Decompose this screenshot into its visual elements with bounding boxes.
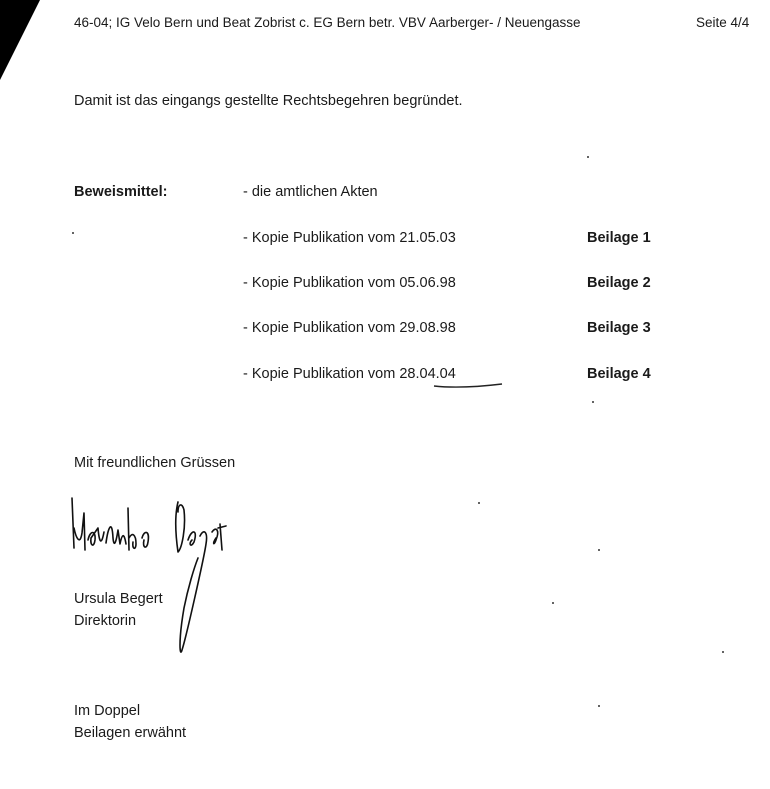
- page-number: Seite 4/4: [696, 15, 750, 30]
- evidence-label: Beweismittel:: [74, 184, 168, 200]
- attachment-label-3: Beilage 3: [587, 320, 651, 336]
- scan-speck: [552, 602, 554, 604]
- signatory-name: Ursula Begert: [74, 591, 163, 607]
- scan-speck: [587, 156, 589, 158]
- document-reference: 46-04; IG Velo Bern und Beat Zobrist c. EG Bern betr. VBV Aarberger- / Neuengasse: [74, 15, 581, 30]
- scan-speck: [598, 705, 600, 707]
- scan-speck: [722, 651, 724, 653]
- evidence-item-publication-3: - Kopie Publikation vom 29.08.98: [243, 320, 456, 336]
- evidence-item-publication-4: - Kopie Publikation vom 28.04.04: [243, 366, 456, 382]
- signature-image: [66, 488, 236, 660]
- attachment-label-4: Beilage 4: [587, 366, 651, 382]
- scan-speck: [592, 401, 594, 403]
- conclusion-text: Damit ist das eingangs gestellte Rechtsbegehren begründet.: [74, 93, 463, 109]
- handwritten-underline: [432, 382, 504, 390]
- scan-speck: [598, 549, 600, 551]
- footer-line-duplicate: Im Doppel: [74, 703, 141, 719]
- attachment-label-1: Beilage 1: [587, 230, 651, 246]
- evidence-item-files: - die amtlichen Akten: [243, 184, 378, 200]
- scan-speck: [478, 502, 480, 504]
- evidence-item-publication-2: - Kopie Publikation vom 05.06.98: [243, 275, 456, 291]
- signatory-title: Direktorin: [74, 613, 137, 629]
- scan-speck: [72, 232, 74, 234]
- closing-greeting: Mit freundlichen Grüssen: [74, 455, 236, 471]
- scan-corner-mark: [0, 0, 40, 80]
- attachment-label-2: Beilage 2: [587, 275, 651, 291]
- evidence-item-publication-1: - Kopie Publikation vom 21.05.03: [243, 230, 456, 246]
- footer-line-attachments: Beilagen erwähnt: [74, 725, 187, 741]
